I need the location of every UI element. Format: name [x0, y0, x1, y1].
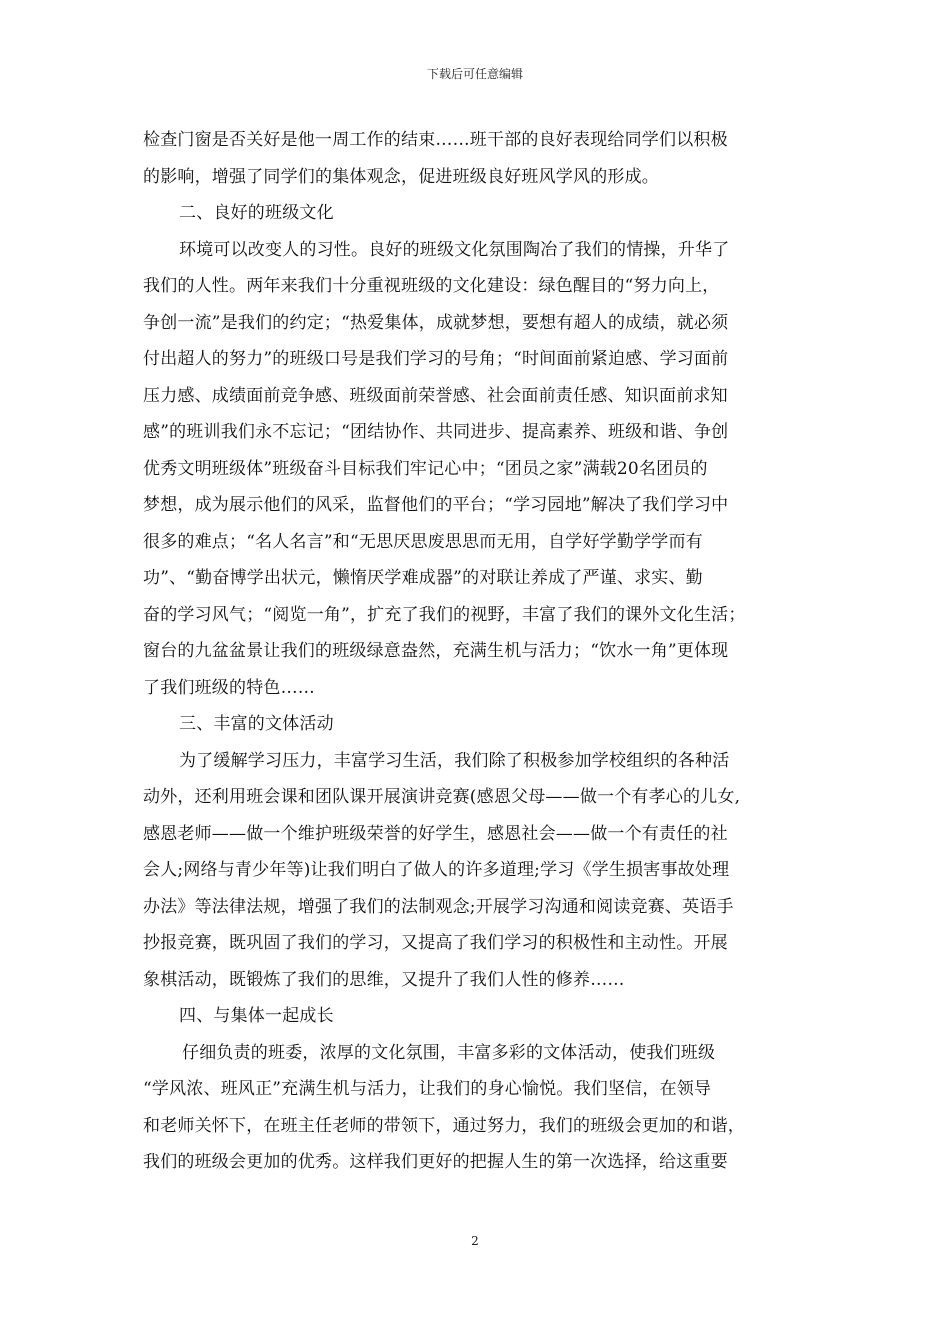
text-line: 我们的人性。两年来我们十分重视班级的文化建设：绿色醒目的“努力向上，	[143, 276, 720, 296]
text-line: 很多的难点；“名人名言”和“无思厌思废思思而无用，自学好学勤学学而有	[143, 531, 703, 552]
text-line: 付出超人的努力”的班级口号是我们学习的号角；“时间面前紧迫感、学习面前	[143, 349, 729, 369]
page-header: 下载后可任意编辑	[426, 67, 523, 81]
text-line: 功”、“勤奋博学出状元，懒惰厌学难成器”的对联让养成了严谨、求实、勤	[143, 568, 703, 588]
text-line: “学风浓、班风正”充满生机与活力，让我们的身心愉悦。我们坚信，在领导	[143, 1079, 712, 1099]
text-line: 的影响，增强了同学们的集体观念，促进班级良好班风学风的形成。	[143, 166, 659, 187]
text-line: 抄报竞赛，既巩固了我们的学习，又提高了我们学习的积极性和主动性。开展	[143, 933, 728, 953]
text-line: 象棋活动，既锻炼了我们的思维，又提升了我们人性的修养……	[143, 969, 625, 990]
text-line: 感”的班训我们永不忘记；“团结协作、共同进步、提高素养、班级和谐、争创	[143, 422, 729, 442]
text-line: 环境可以改变人的习性。良好的班级文化氛围陶冶了我们的情操，升华了	[179, 239, 730, 260]
section-heading: 三、丰富的文体活动	[179, 714, 334, 734]
text-line: 感恩老师——做一个维护班级荣誉的好学生，感恩社会——做一个有责任的社	[143, 823, 728, 844]
section-heading: 四、与集体一起成长	[179, 1006, 334, 1026]
text-line: 为了缓解学习压力，丰富学习生活，我们除了积极参加学校组织的各种活	[179, 750, 730, 771]
text-line: 我们的班级会更加的优秀。这样我们更好的把握人生的第一次选择，给这重要	[143, 1152, 728, 1172]
text-line: 压力感、成绩面前竞争感、班级面前荣誉感、社会面前责任感、知识面前求知	[143, 385, 728, 406]
text-line: 了我们班级的特色……	[143, 677, 315, 698]
text-line: 争创一流”是我们的约定；“热爱集体，成就梦想，要想有超人的成绩，就必须	[143, 312, 729, 333]
section-heading: 二、良好的班级文化	[179, 203, 334, 223]
text-line: 优秀文明班级体”班级奋斗目标我们牢记心中；“团员之家”满载20名团员的	[143, 458, 708, 479]
text-line: 会人;网络与青少年等)让我们明白了做人的许多道理;学习《学生损害事故处理	[143, 860, 730, 880]
text-line: 办法》等法律法规，增强了我们的法制观念;开展学习沟通和阅读竞赛、英语手	[143, 896, 734, 917]
text-line: 动外，还利用班会课和团队课开展演讲竞赛(感恩父母——做一个有孝心的儿女,	[143, 787, 741, 807]
text-line: 奋的学习风气；“阅览一角”，扩充了我们的视野，丰富了我们的课外文化生活；	[143, 604, 746, 625]
text-line: 仔细负责的班委，浓厚的文化氛围，丰富多彩的文体活动，使我们班级	[182, 1042, 716, 1063]
document-body	[143, 122, 807, 1181]
text-line: 窗台的九盆盆景让我们的班级绿意盎然，充满生机与活力；“饮水一角”更体现	[143, 641, 729, 661]
text-line: 和老师关怀下，在班主任老师的带领下，通过努力，我们的班级会更加的和谐，	[143, 1115, 745, 1136]
text-line: 检查门窗是否关好是他一周工作的结束……班干部的良好表现给同学们以积极	[143, 130, 728, 150]
page-number: 2	[471, 1234, 479, 1248]
text-line: 梦想，成为展示他们的风采，监督他们的平台；“学习园地”解决了我们学习中	[143, 495, 729, 515]
